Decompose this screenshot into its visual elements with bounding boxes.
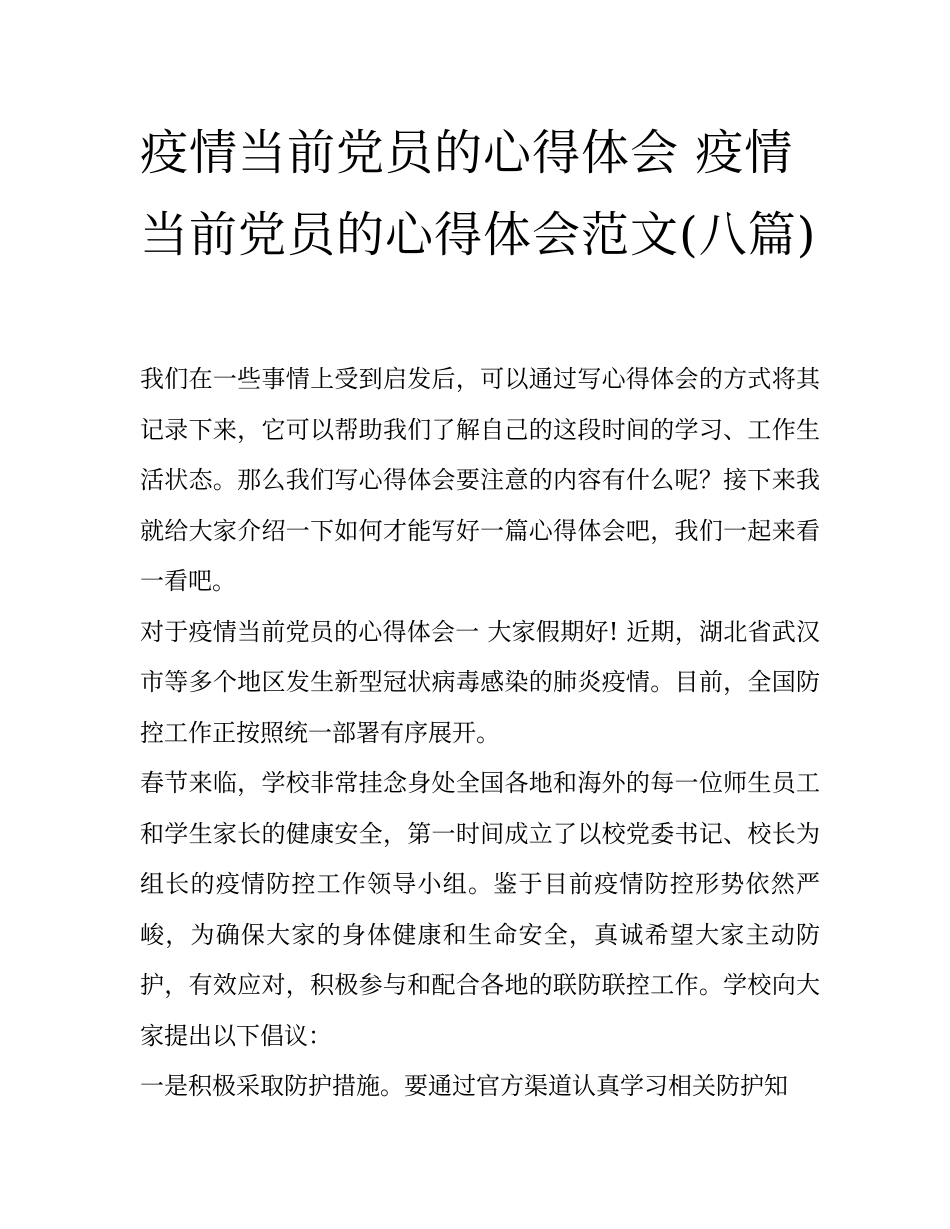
paragraph-spring-festival: 春节来临，学校非常挂念身处全国各地和海外的每一位师生员工和学生家长的健康安全，第一时间成立了以校党委书记、校长为组长的疫情防控工作领导小组。鉴于目前疫情防控形势依然严峻，为确保大家的身体健康和生命安全，真诚希望大家主动防护，有效应对，积极参与和配合各地的联防联控工作。学校向大家提出以下倡议： bbox=[140, 769, 820, 1050]
paragraph-intro: 我们在一些事情上受到启发后，可以通过写心得体会的方式将其记录下来，它可以帮助我们了解自己的这段时间的学习、工作生活状态。那么我们写心得体会要注意的内容有什么呢？接下来我就给大家介绍一下如何才能写好一篇心得体会吧，我们一起来看一看吧。 bbox=[140, 365, 820, 595]
document-body bbox=[140, 354, 820, 1112]
paragraph-greeting: 对于疫情当前党员的心得体会一 大家假期好! 近期，湖北省武汉市等多个地区发生新型冠状病毒感染的肺炎疫情。目前，全国防控工作正按照统一部署有序展开。 bbox=[140, 617, 820, 747]
paragraph-protection-measures: 一是积极采取防护措施。要通过官方渠道认真学习相关防护知 bbox=[140, 1072, 788, 1100]
document-title: 疫情当前党员的心得体会 疫情当前党员的心得体会范文(八篇) bbox=[140, 125, 817, 263]
